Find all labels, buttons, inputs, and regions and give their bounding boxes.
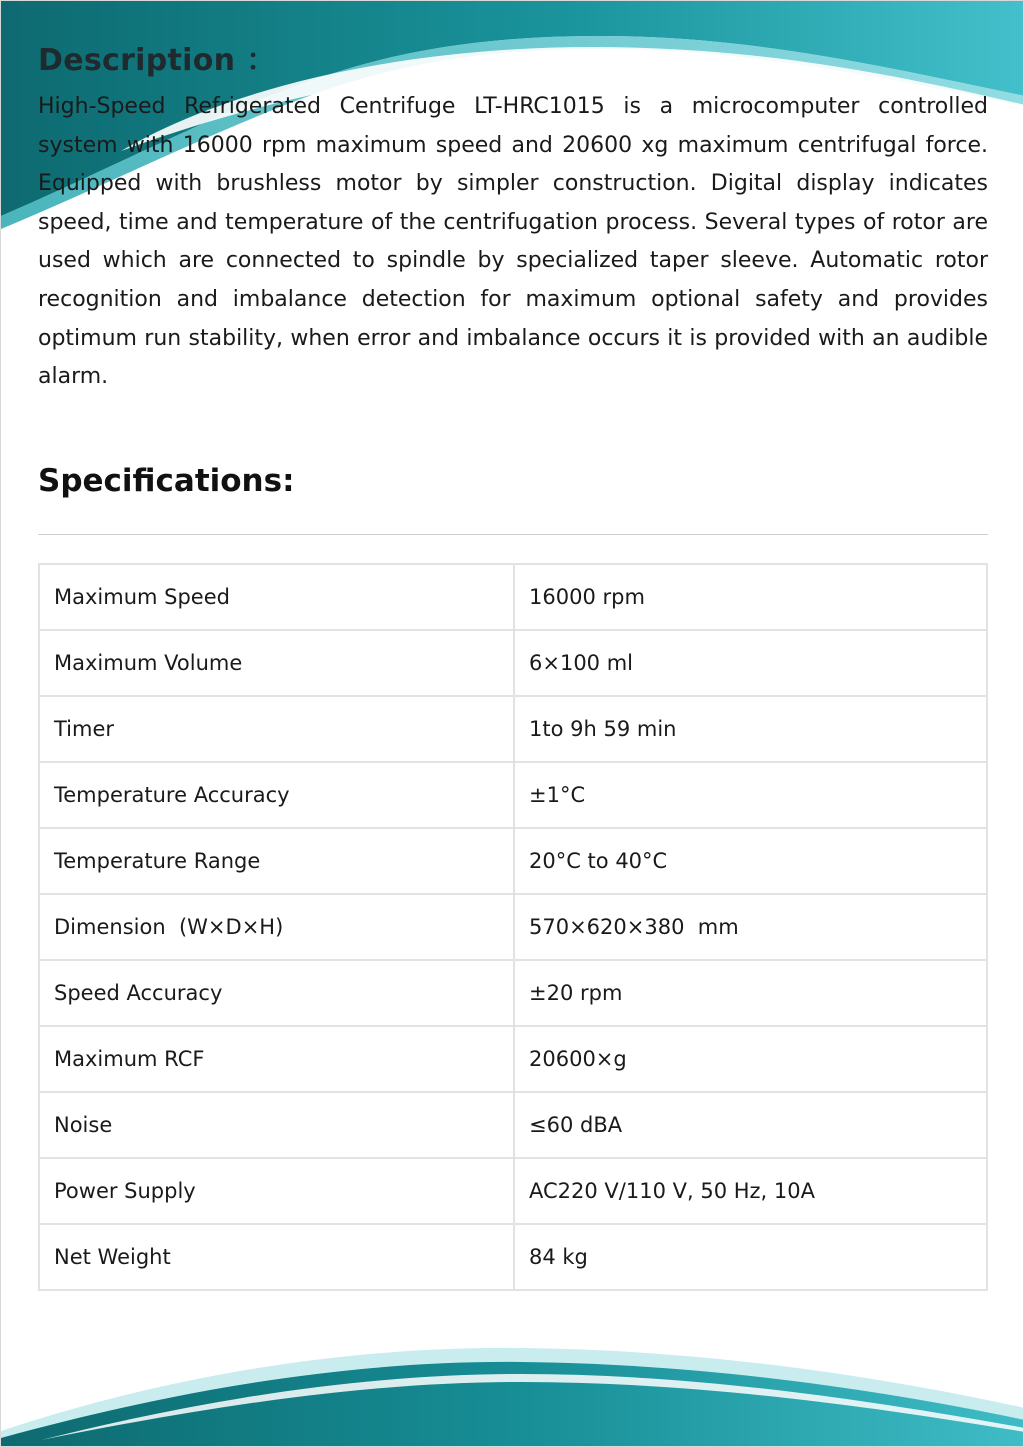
description-paragraph: High-Speed Refrigerated Centrifuge LT-HRC1015 is a microcomputer controlled system with 16000 rpm maximum speed and 20600 xg maximum centrifugal force. Equipped with brushless motor by simpler construction. Digital display indicates speed, time and temperature of the centrifugation process. Several types of rotor are used which are connected to spindle by specialized taper sleeve. Automatic rotor recognition and imbalance detection for maximum optional safety and provides optimum run stability, when error and imbalance occurs it is provided with an audible alarm.	[38, 94, 988, 390]
spec-value: 1to 9h 59 min	[515, 697, 986, 761]
table-row	[40, 1027, 986, 1091]
spec-label: Net Weight	[40, 1225, 513, 1289]
table-row	[40, 961, 986, 1025]
table-row	[40, 1159, 986, 1223]
table-row	[40, 1093, 986, 1157]
table-row	[40, 829, 986, 893]
table-row	[40, 1225, 986, 1289]
spec-label: Timer	[40, 697, 513, 761]
spec-value: 84 kg	[515, 1225, 986, 1289]
table-row	[40, 565, 986, 629]
spec-label: Temperature Accuracy	[40, 763, 513, 827]
spec-label: Dimension (W×D×H)	[40, 895, 513, 959]
table-row	[40, 763, 986, 827]
spec-label: Temperature Range	[40, 829, 513, 893]
spec-value: ≤60 dBA	[515, 1093, 986, 1157]
spec-label: Speed Accuracy	[40, 961, 513, 1025]
spec-value: 6×100 ml	[515, 631, 986, 695]
table-row	[40, 631, 986, 695]
spec-value: 20600×g	[515, 1027, 986, 1091]
table-row	[40, 895, 986, 959]
description-heading: Description ：	[38, 43, 277, 78]
specifications-table	[38, 563, 988, 1291]
specifications-heading: Specifications:	[38, 463, 295, 499]
spec-value: 16000 rpm	[515, 565, 986, 629]
spec-label: Power Supply	[40, 1159, 513, 1223]
spec-label: Maximum RCF	[40, 1027, 513, 1091]
section-divider	[38, 534, 988, 535]
spec-value: ±20 rpm	[515, 961, 986, 1025]
spec-value: 20°C to 40°C	[515, 829, 986, 893]
table-row	[40, 697, 986, 761]
spec-label: Maximum Speed	[40, 565, 513, 629]
spec-label: Noise	[40, 1093, 513, 1157]
spec-label: Maximum Volume	[40, 631, 513, 695]
spec-value: 570×620×380 mm	[515, 895, 986, 959]
spec-value: AC220 V/110 V, 50 Hz, 10A	[515, 1159, 986, 1223]
bottom-wave-decoration	[1, 1336, 1024, 1446]
spec-value: ±1°C	[515, 763, 986, 827]
